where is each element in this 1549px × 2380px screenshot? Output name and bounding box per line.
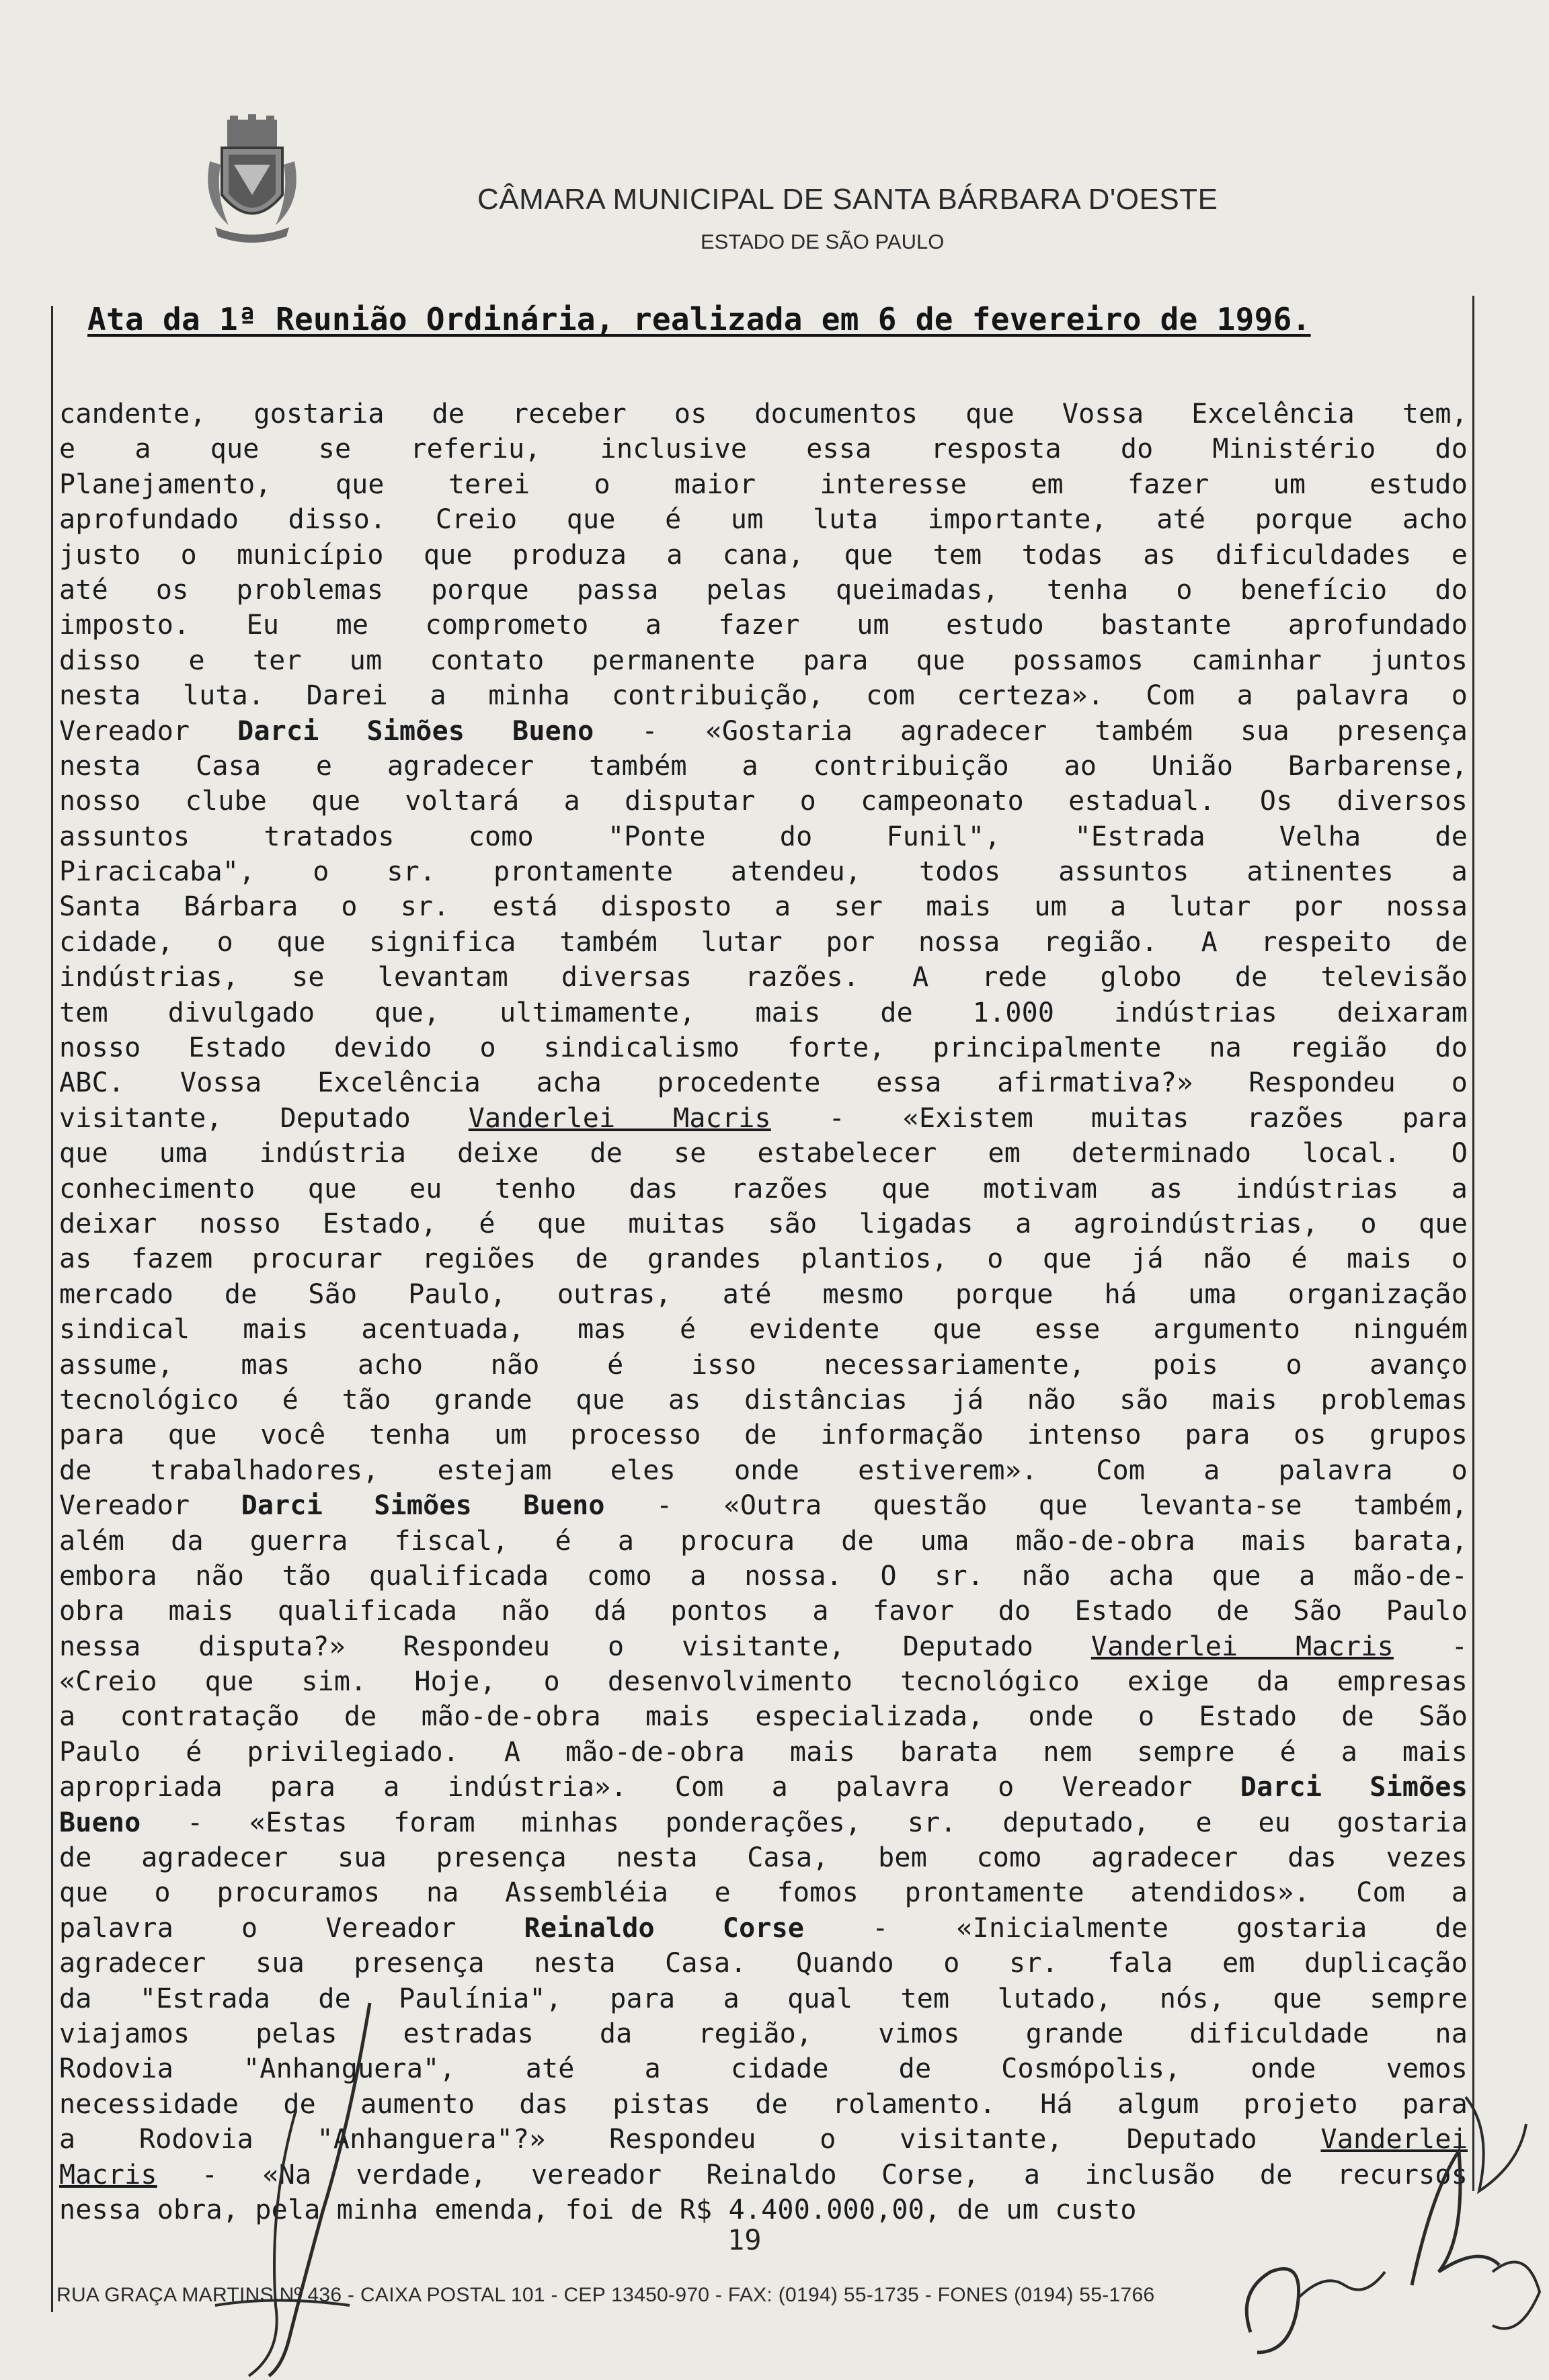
text-line: deixar nosso Estado, é que muitas são ligadas a agroindústrias, o que bbox=[59, 1208, 1468, 1239]
text-line: necessidade de aumento das pistas de rolamento. Há algum projeto para bbox=[59, 2088, 1468, 2120]
text-line: viajamos pelas estradas da região, vimos grande dificuldade na bbox=[59, 2018, 1468, 2049]
text-line: até os problemas porque passa pelas queimadas, tenha o benefício do bbox=[59, 574, 1468, 606]
text-line: que uma indústria deixe de se estabelecer em determinado local. O bbox=[59, 1138, 1468, 1170]
footer-address: RUA GRAÇA MARTINS Nº 436 - CAIXA POSTAL 101 - CEP 13450-970 - FAX: (0194) 55-1735 - FONES (0194) 55-1766 bbox=[56, 2284, 1155, 2306]
text-line: a contratação de mão-de-obra mais especializada, onde o Estado de São bbox=[59, 1701, 1468, 1733]
text-line: justo o município que produza a cana, que tem todas as dificuldades e bbox=[59, 539, 1468, 571]
text-line: sindical mais acentuada, mas é evidente que esse argumento ninguém bbox=[59, 1314, 1468, 1346]
text-line: nosso Estado devido o sindicalismo forte, principalmente na região do bbox=[59, 1032, 1468, 1064]
frame-left-border bbox=[51, 306, 53, 2312]
text-line: conhecimento que eu tenho das razões que motivam as indústrias a bbox=[59, 1173, 1468, 1204]
handwritten-signature-right bbox=[1210, 2070, 1546, 2373]
text-line: de agradecer sua presença nesta Casa, bem como agradecer das vezes bbox=[59, 1842, 1468, 1874]
text-line: obra mais qualificada não dá pontos a favor do Estado de São Paulo bbox=[59, 1596, 1468, 1627]
text-line: para que você tenha um processo de informação intenso para os grupos bbox=[59, 1420, 1468, 1451]
text-line: Rodovia "Anhanguera", até a cidade de Cosmópolis, onde vemos bbox=[59, 2053, 1468, 2085]
text-line: Piracicaba", o sr. prontamente atendeu, todos assuntos atinentes a bbox=[59, 856, 1468, 888]
text-line: ABC. Vossa Excelência acha procedente essa afirmativa?» Respondeu o bbox=[59, 1067, 1468, 1099]
page-number: 19 bbox=[727, 2223, 762, 2256]
text-line: imposto. Eu me comprometo a fazer um estudo bastante aprofundado bbox=[59, 610, 1468, 641]
text-line: indústrias, se levantam diversas razões. A rede globo de televisão bbox=[59, 962, 1468, 993]
text-line: e a que se referiu, inclusive essa resposta do Ministério do bbox=[59, 434, 1468, 465]
header-title: CÂMARA MUNICIPAL DE SANTA BÁRBARA D'OESTE bbox=[477, 183, 1218, 216]
text-line: «Creio que sim. Hoje, o desenvolvimento tecnológico exige da empresas bbox=[59, 1666, 1468, 1698]
text-line: a Rodovia "Anhanguera"?» Respondeu o visitante, Deputado Vanderlei bbox=[59, 2124, 1468, 2156]
text-line: visitante, Deputado Vanderlei Macris - «Existem muitas razões para bbox=[59, 1102, 1468, 1134]
text-line: aprofundado disso. Creio que é um luta importante, até porque acho bbox=[59, 504, 1468, 536]
text-line: de trabalhadores, estejam eles onde estiverem». Com a palavra o bbox=[59, 1454, 1468, 1486]
text-line: palavra o Vereador Reinaldo Corse - «Inicialmente gostaria de bbox=[59, 1912, 1468, 1944]
text-line: Bueno - «Estas foram minhas ponderações, sr. deputado, e eu gostaria bbox=[59, 1807, 1468, 1838]
text-line: tecnológico é tão grande que as distâncias já não são mais problemas bbox=[59, 1384, 1468, 1415]
text-line: além da guerra fiscal, é a procura de uma mão-de-obra mais barata, bbox=[59, 1525, 1468, 1557]
handwritten-signature-left bbox=[188, 1989, 390, 2379]
text-line: candente, gostaria de receber os documentos que Vossa Excelência tem, bbox=[59, 399, 1468, 429]
text-line: nessa obra, pela minha emenda, foi de R$ 4.400.000,00, de um custo bbox=[59, 2194, 1137, 2225]
text-line: agradecer sua presença nesta Casa. Quando o sr. fala em duplicação bbox=[59, 1948, 1468, 1979]
text-line: que o procuramos na Assembléia e fomos prontamente atendidos». Com a bbox=[59, 1877, 1468, 1909]
text-line: cidade, o que significa também lutar por nossa região. A respeito de bbox=[59, 926, 1468, 958]
minutes-body-text bbox=[59, 397, 1468, 2227]
frame-right-border bbox=[1472, 296, 1474, 2191]
text-line: disso e ter um contato permanente para que possamos caminhar juntos bbox=[59, 645, 1468, 676]
document-title: Ata da 1ª Reunião Ordinária, realizada em 6 de fevereiro de 1996. bbox=[87, 301, 1311, 337]
text-line: embora não tão qualificada como a nossa. O sr. não acha que a mão-de- bbox=[59, 1560, 1468, 1592]
text-line: nesta luta. Darei a minha contribuição, com certeza». Com a palavra o bbox=[59, 680, 1468, 712]
text-line: Vereador Darci Simões Bueno - «Gostaria agradecer também sua presença bbox=[59, 715, 1468, 747]
text-line: da "Estrada de Paulínia", para a qual tem lutado, nós, que sempre bbox=[59, 1983, 1468, 2014]
text-line: apropriada para a indústria». Com a palavra o Vereador Darci Simões bbox=[59, 1772, 1468, 1803]
text-line: mercado de São Paulo, outras, até mesmo porque há uma organização bbox=[59, 1278, 1468, 1310]
text-line: assume, mas acho não é isso necessariamente, pois o avanço bbox=[59, 1349, 1468, 1381]
header-subtitle: ESTADO DE SÃO PAULO bbox=[701, 230, 945, 253]
text-line: nosso clube que voltará a disputar o campeonato estadual. Os diversos bbox=[59, 786, 1468, 817]
text-line: as fazem procurar regiões de grandes plantios, o que já não é mais o bbox=[59, 1243, 1468, 1275]
text-line: assuntos tratados como "Ponte do Funil", "Estrada Velha de bbox=[59, 821, 1468, 852]
text-line: nessa disputa?» Respondeu o visitante, Deputado Vanderlei Macris - bbox=[59, 1631, 1468, 1662]
text-line: Planejamento, que terei o maior interesse em fazer um estudo bbox=[59, 468, 1468, 500]
text-line: Paulo é privilegiado. A mão-de-obra mais barata nem sempre é a mais bbox=[59, 1736, 1468, 1768]
text-line: Macris - «Na verdade, vereador Reinaldo Corse, a inclusão de recursos bbox=[59, 2159, 1468, 2190]
text-line: Santa Bárbara o sr. está disposto a ser mais um a lutar por nossa bbox=[59, 891, 1468, 923]
text-line: nesta Casa e agradecer também a contribuição ao União Barbarense, bbox=[59, 750, 1468, 782]
text-line: Vereador Darci Simões Bueno - «Outra questão que levanta-se também, bbox=[59, 1490, 1468, 1522]
text-line: tem divulgado que, ultimamente, mais de 1.000 indústrias deixaram bbox=[59, 997, 1468, 1028]
municipal-coat-of-arms-icon bbox=[202, 114, 303, 255]
